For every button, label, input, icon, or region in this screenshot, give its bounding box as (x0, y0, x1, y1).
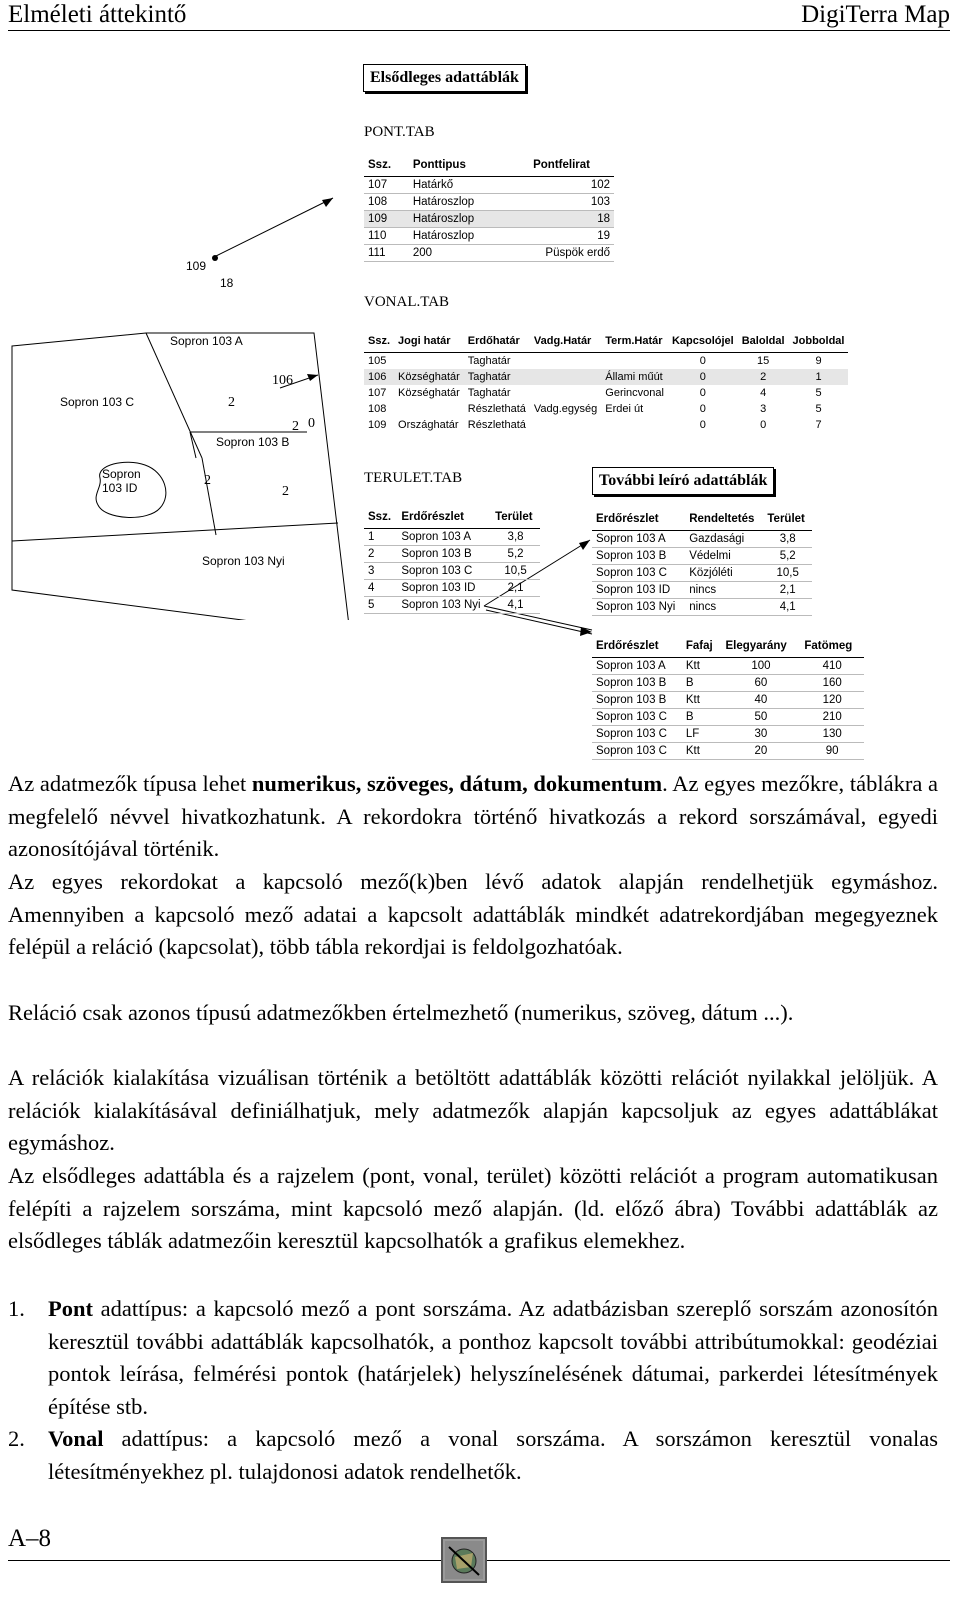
table-row: 108 Határoszlop 103 (364, 194, 614, 211)
page-header (8, 0, 950, 31)
table-row: 105 Taghatár 0 15 9 (368, 355, 822, 367)
map-arrow-point (216, 198, 333, 256)
terulet-table (364, 506, 540, 614)
f1-col-rendeltetes: Rendeltetés (685, 508, 763, 531)
table-row: 111 200 Püspök erdő (364, 245, 614, 262)
f2-col-erdoreszlet: Erdőrészlet (592, 635, 682, 658)
table-row: 106 Községhatár Taghatár Állami műút 0 2 1 (364, 369, 848, 385)
table-row: 109 Határoszlop 18 (364, 211, 614, 228)
pont-tab-label: PONT.TAB (364, 124, 435, 140)
paragraph-relation-types: Reláció csak azonos típusú adatmezőkben értelmezhető (numerikus, szöveg, dátum ...). (8, 1000, 794, 1025)
terulet-col-ssz: Ssz. (364, 506, 397, 529)
map-line-c-nyi (202, 458, 216, 535)
table-row: 3 Sopron 103 C 10,5 (364, 563, 540, 580)
field-types-bold: numerikus, szöveges, dátum, dokumentum (251, 771, 663, 796)
list-item-line-bold: Vonal (48, 1426, 104, 1451)
table-row: Sopron 103 B Ktt 40 120 (592, 692, 864, 709)
further-tables-title: További leíró adattáblák (592, 467, 774, 495)
table-row: Sopron 103 Nyi nincs 4,1 (592, 599, 812, 616)
map-line-label-2a: 2 (228, 395, 235, 410)
map-line-label-0: 0 (308, 416, 315, 431)
pont-col-ssz: Ssz. (364, 154, 409, 177)
map-label-id1: Sopron (102, 467, 141, 481)
paragraph-records: Az egyes rekordokat a kapcsoló mező(k)ben lévő adatok alapján rendelhetjük egymáshoz. Amennyiben a kapcsoló mező adatai a kapcsolt adattáblák mindkét adatrekordjában megegyeznek felépül a reláció (kapcsolat), több tábla rekordjai is feldolgozhatóak. (8, 869, 938, 959)
map-diagram (0, 40, 360, 620)
further-table-purpose (592, 508, 812, 616)
table-row: Sopron 103 C Ktt 20 90 (592, 743, 864, 760)
list-item-point-bold: Pont (48, 1296, 93, 1321)
map-point-109 (212, 255, 218, 261)
map-label-b: Sopron 103 B (216, 435, 290, 449)
map-outline (12, 333, 350, 620)
pont-col-felirat: Pontfelirat (509, 154, 614, 177)
map-line-ac (146, 333, 202, 458)
vonal-col-bal: Baloldal (738, 330, 789, 353)
further-table-species (592, 635, 864, 760)
map-label-nyi: Sopron 103 Nyi (202, 554, 285, 568)
vonal-col-erdo: Erdőhatár (464, 330, 530, 353)
f2-col-fatomeg: Fatömeg (800, 635, 864, 658)
header-right-title: DigiTerra Map (801, 1, 950, 28)
vonal-table (364, 330, 848, 433)
map-line-label-2d: 2 (282, 484, 289, 499)
terulet-tab-label: TERULET.TAB (364, 470, 463, 486)
table-row: Sopron 103 C LF 30 130 (592, 726, 864, 743)
digiterra-logo-icon (441, 1537, 487, 1583)
vonal-col-term: Term.Határ (601, 330, 668, 353)
paragraph-primary-table: Az elsődleges adattábla és a rajzelem (pont, vonal, terület) közötti relációt a program automatikusan felépíti a rajzelem sorszáma, mint kapcsoló mező alapján. (ld. előző ábra) További adattáblák az elsődleges táblák adatmezőin keresztül kapcsolhatók a grafikus elemekhez. (8, 1163, 938, 1253)
terulet-col-erdoreszlet: Erdőrészlet (397, 506, 491, 529)
vonal-col-jobb: Jobboldal (789, 330, 849, 353)
map-label-109: 109 (186, 259, 207, 273)
vonal-col-jogi: Jogi határ (394, 330, 464, 353)
vonal-col-vadg: Vadg.Határ (530, 330, 601, 353)
vonal-col-ssz: Ssz. (364, 330, 394, 353)
f2-col-fafaj: Fafaj (682, 635, 722, 658)
map-label-c: Sopron 103 C (60, 395, 135, 409)
table-row: 107 Községhatár Taghatár Gerincvonal 0 4 5 (368, 387, 822, 399)
table-row: 109 Országhatár Részlethatá 0 0 7 (368, 419, 822, 431)
f1-col-terulet: Terület (763, 508, 812, 531)
map-line-label-2c: 2 (204, 473, 211, 488)
primary-tables-title: Elsődleges adattáblák (363, 64, 526, 92)
vonal-tab-label: VONAL.TAB (364, 294, 450, 310)
f2-col-elegyarany: Elegyarány (721, 635, 800, 658)
terulet-col-terulet: Terület (491, 506, 540, 529)
table-row: 4 Sopron 103 ID 2,1 (364, 580, 540, 597)
page-number: A–8 (8, 1525, 52, 1552)
map-line-label-2b: 2 (292, 419, 299, 434)
header-left-title: Elméleti áttekintő (8, 1, 187, 28)
table-row: 107 Határkő 102 (364, 177, 614, 194)
map-line-label-106: 106 (272, 373, 293, 388)
table-row: Sopron 103 B B 60 160 (592, 675, 864, 692)
vonal-col-kapcs: Kapcsolójel (668, 330, 738, 353)
table-row: 2 Sopron 103 B 5,2 (364, 546, 540, 563)
map-label-a: Sopron 103 A (170, 334, 243, 348)
table-row: Sopron 103 C B 50 210 (592, 709, 864, 726)
table-row: Sopron 103 B Védelmi 5,2 (592, 548, 812, 565)
map-label-18: 18 (220, 276, 234, 290)
pont-col-tipus: Ponttipus (409, 154, 509, 177)
pont-table (364, 154, 614, 262)
table-row: 108 Részlethatá Vadg.egység Erdei út 0 3 5 (368, 403, 822, 415)
f1-col-erdoreszlet: Erdőrészlet (592, 508, 685, 531)
table-row: 1 Sopron 103 A 3,8 (364, 529, 540, 546)
table-row: Sopron 103 A Gazdasági 3,8 (592, 531, 812, 548)
paragraph-field-types: Az adatmezők típusa lehet numerikus, szöveges, dátum, dokumentum. Az egyes mezőkre, táblákra a megfelelő névvel hivatkozhatunk. A rekordokra történő hivatkozás a rekord sorszámával, egyedi azonosítójával történik. (8, 771, 938, 861)
map-line-nyi (12, 523, 338, 541)
paragraph-relation-arrows: A relációk kialakítása vizuálisan történik a betöltött adattáblák közötti relációt nyilakkal jelöljük. A relációk kialakításával definiálhatjuk, mely adatmezők alapján kapcsoljuk az egyes adattáblákat egymáshoz. (8, 1065, 938, 1155)
table-row: Sopron 103 ID nincs 2,1 (592, 582, 812, 599)
table-row: 110 Határoszlop 19 (364, 228, 614, 245)
map-line-b-left (190, 432, 196, 458)
table-row: Sopron 103 C Közjóléti 10,5 (592, 565, 812, 582)
map-label-id2: 103 ID (102, 481, 138, 495)
table-row: Sopron 103 A Ktt 100 410 (592, 658, 864, 675)
table-row: 5 Sopron 103 Nyi 4,1 (364, 597, 540, 614)
